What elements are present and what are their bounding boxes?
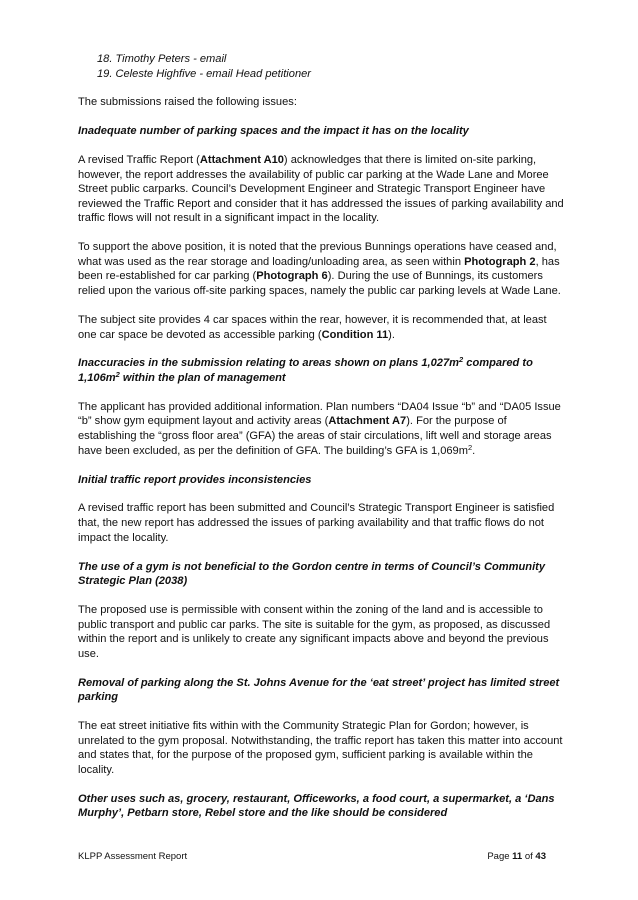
photograph-reference: Photograph 6 xyxy=(256,270,328,283)
attachment-reference: Attachment A7 xyxy=(328,415,407,428)
report-title: KLPP Assessment Report xyxy=(78,851,188,862)
page-number: Page 11 of 43 xyxy=(487,851,546,862)
intro-paragraph: The submissions raised the following issues: xyxy=(78,96,297,109)
paragraph: A revised traffic report has been submitted and Council’s Strategic Transport Engineer is satisfied that, the new report has addressed the issues of parking availability and that traffic flows do not impact the locality. xyxy=(78,502,555,544)
paragraph: The subject site provides 4 car spaces within the rear, however, it is recommended that, at least one car space be devoted as accessible parking (Condition 11). xyxy=(78,313,547,341)
paragraph: The proposed use is permissible with consent within the zoning of the land and is accessible to public transport and public car parks. The site is suitable for the gym, as proposed, as discussed within the report and is unlikely to create any significant impacts above and beyond the previous use. xyxy=(78,604,551,660)
list-item: 19. Celeste Highfive - email Head petitioner xyxy=(97,67,311,80)
section-heading-areas: Inaccuracies in the submission relating to areas shown on plans $1,027m^2$ compared to $1,106m^2$ within the plan of management xyxy=(78,355,533,384)
section-heading-parking: Inadequate number of parking spaces and the impact it has on the locality xyxy=(78,125,469,138)
page-footer xyxy=(78,851,546,863)
list-item: 18. Timothy Peters - email xyxy=(97,53,227,65)
paragraph: The eat street initiative fits within with the Community Strategic Plan for Gordon; however, is unrelated to the gym proposal. Notwithstanding, the traffic report has taken this matter into account and states that, for the purpose of the proposed gym, sufficient parking is available within the locality. xyxy=(78,720,563,776)
section-heading-traffic: Initial traffic report provides inconsistencies xyxy=(78,473,312,486)
page-content xyxy=(78,52,568,835)
paragraph: A revised Traffic Report (Attachment A10) acknowledges that there is limited on-site parking, however, the report addresses the availability of public car parking at the Wade Lane and Moree Street public carparks. Council’s Development Engineer and Strategic Transport Engineer have reviewed the Traffic Report and consider that it has addressed the issues of parking availability and traffic flows will not result in a significant impact in the locality. xyxy=(78,153,564,225)
attachment-reference: Attachment A10 xyxy=(199,153,284,166)
paragraph: The applicant has provided additional information. Plan numbers “DA04 Issue “b” and “DA05 Issue “b” show gym equipment layout and activity areas (Attachment A7). For the purpose of establishing the “gross floor area” (GFA) the areas of stair circulations, lift well and storage areas have been excluded, as per the definition of GFA. The building’s GFA is $1,069m^2$. xyxy=(78,400,561,457)
section-heading-gym: The use of a gym is not beneficial to the Gordon centre in terms of Council’s Community Strategic Plan (2038) xyxy=(78,560,546,588)
photograph-reference: Photograph 2 xyxy=(464,255,536,268)
section-heading-other-uses: Other uses such as, grocery, restaurant, Officeworks, a food court, a supermarket, a ‘Dans Murphy’, Petbarn store, Rebel store and the like should be considered xyxy=(78,792,555,820)
submitter-list xyxy=(97,52,568,81)
condition-reference: Condition 11 xyxy=(321,328,389,341)
paragraph: To support the above position, it is noted that the previous Bunnings operations have ceased and, what was used as the rear storage and loading/unloading area, as seen within Photograph 2, has been re-established for car parking (Photograph 6). During the use of Bunnings, its customers relied upon the various off-site parking spaces, namely the public car parking levels at Wade Lane. xyxy=(78,241,561,298)
section-heading-street-parking: Removal of parking along the St. Johns Avenue for the ‘eat street’ project has limited street parking xyxy=(78,676,560,704)
